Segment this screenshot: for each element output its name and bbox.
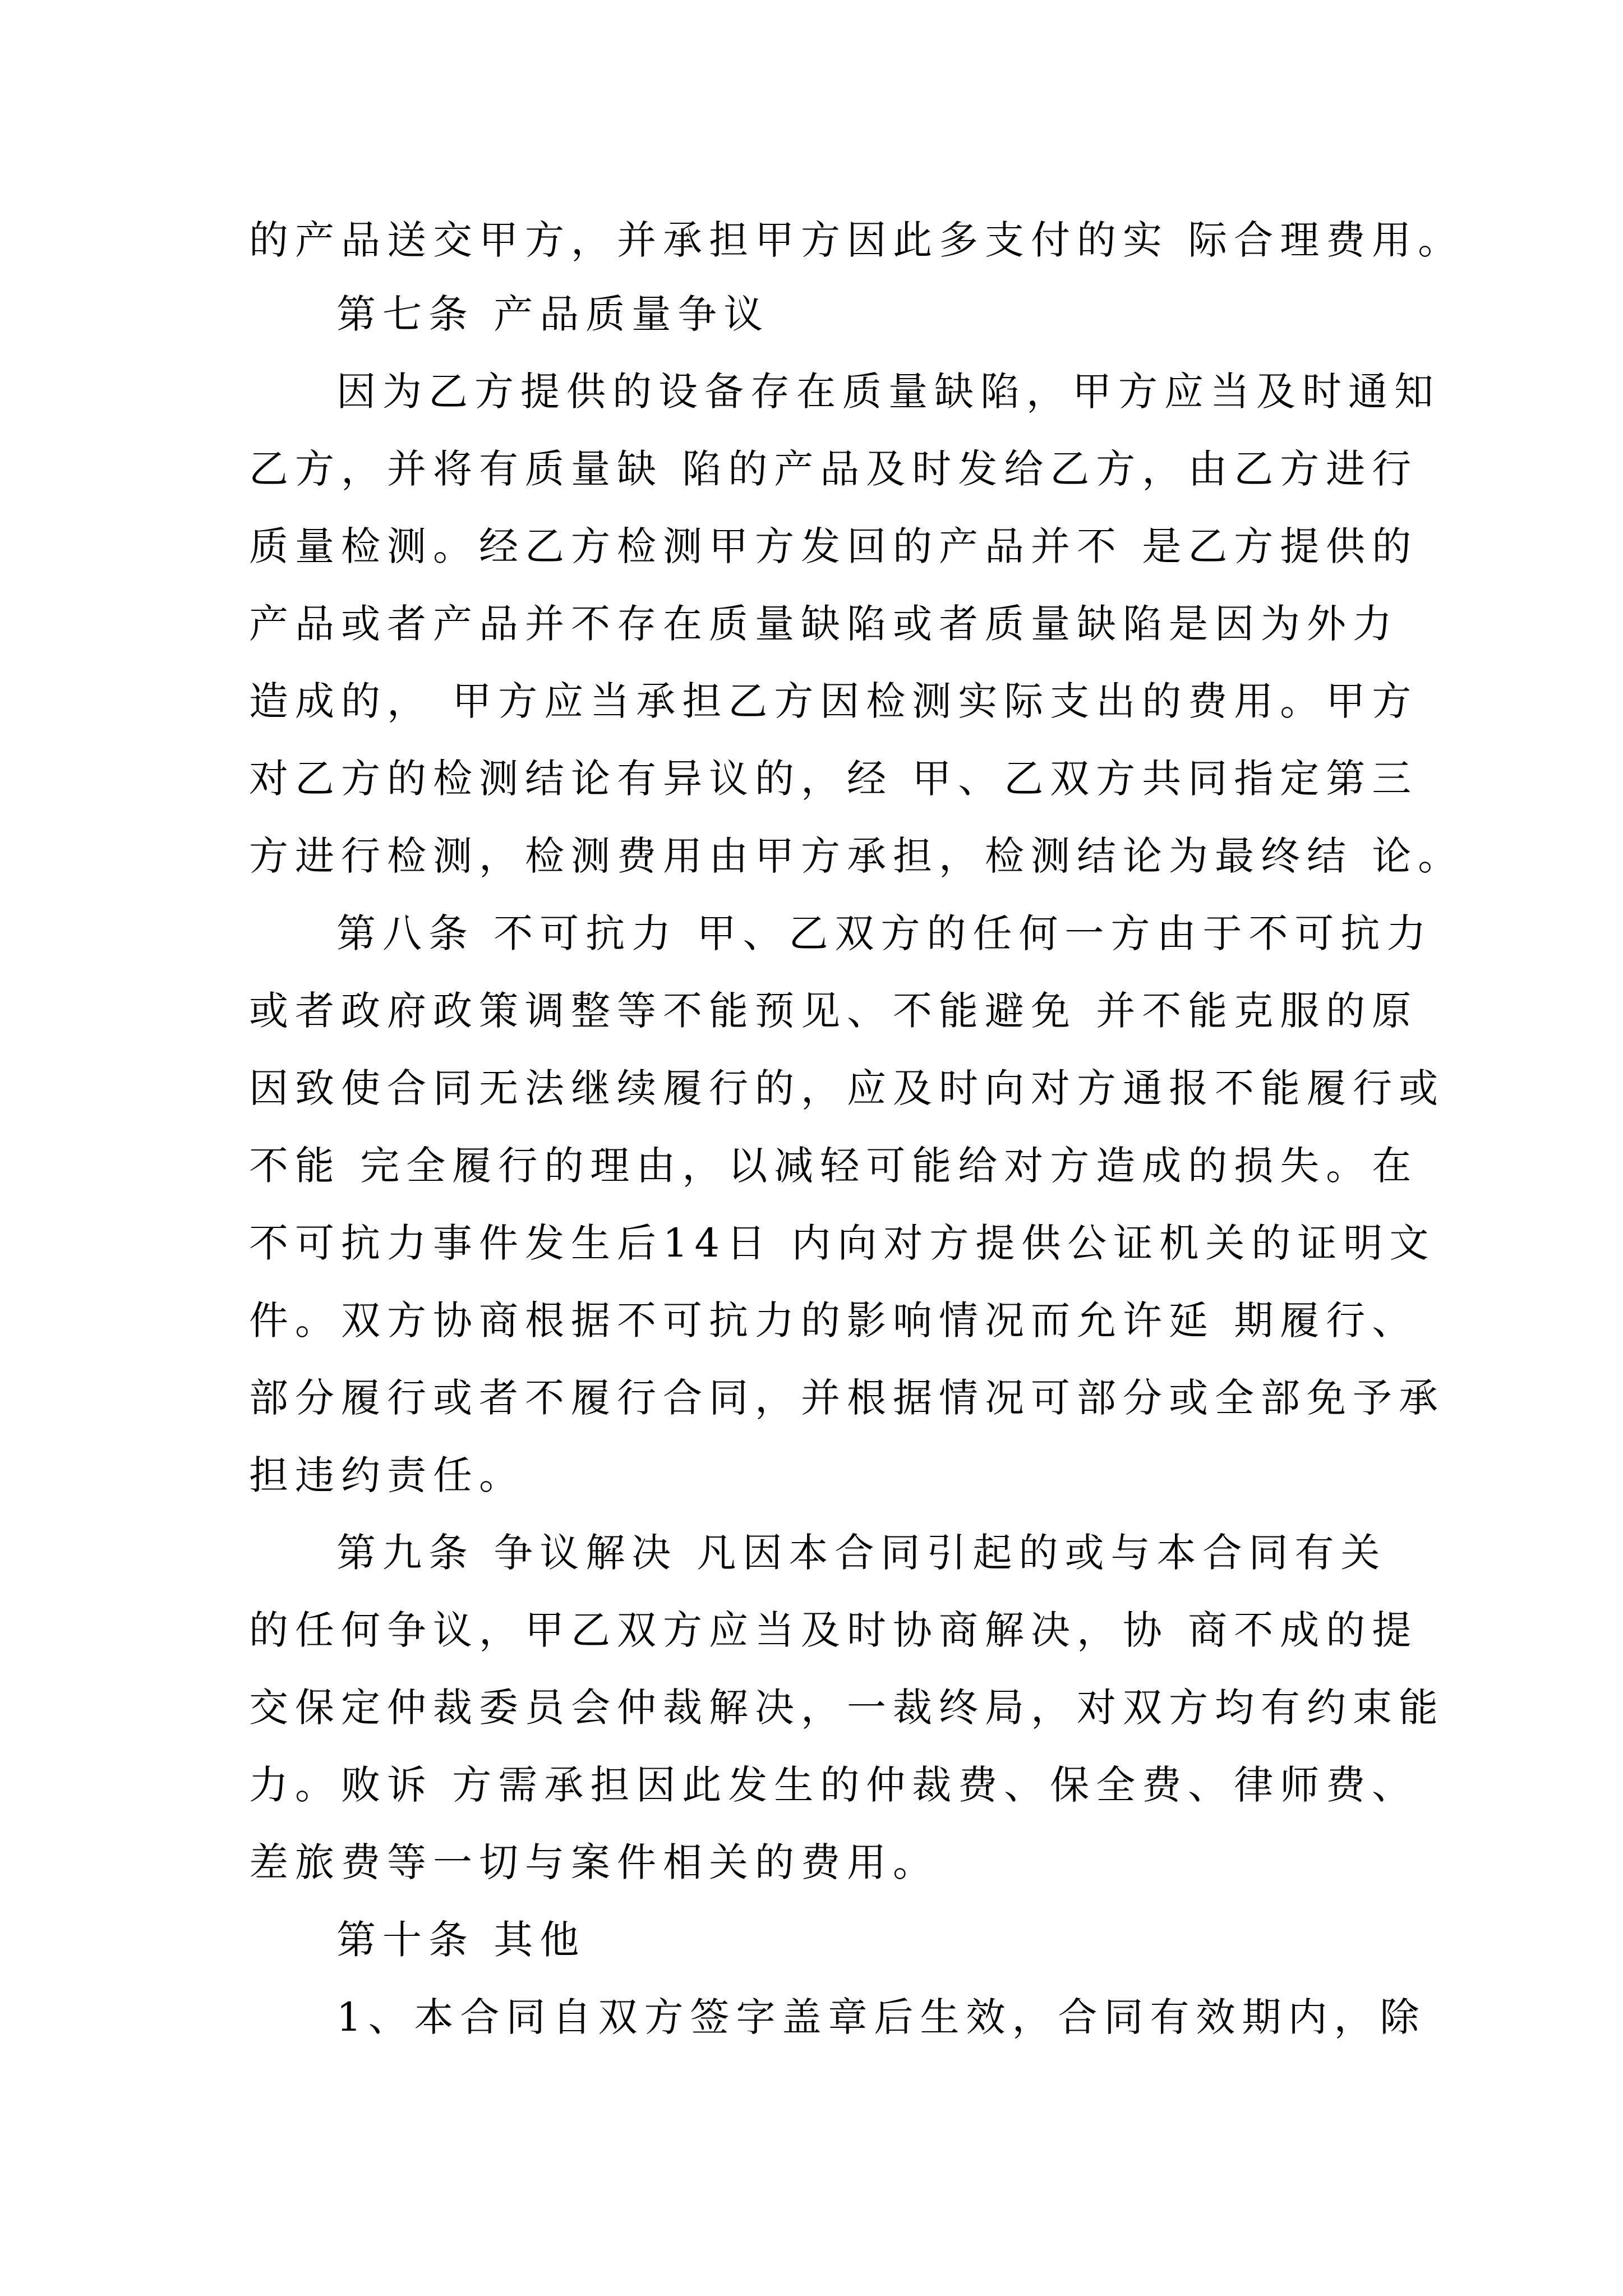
text-line: 因致使合同无法继续履行的，应及时向对方通报不能履行或 bbox=[249, 1065, 1445, 1111]
text-line: 的产品送交甲方，并承担甲方因此多支付的实 际合理费用。 bbox=[249, 217, 1464, 263]
text-line: 交保定仲裁委员会仲裁解决，一裁终局，对双方均有约束能 bbox=[249, 1685, 1445, 1731]
text-line: 乙方，并将有质量缺 陷的产品及时发给乙方，由乙方进行 bbox=[249, 446, 1418, 492]
text-line: 不能 完全履行的理由，以减轻可能给对方造成的损失。在 bbox=[249, 1143, 1418, 1189]
text-line: 的任何争议，甲乙双方应当及时协商解决，协 商不成的提 bbox=[249, 1607, 1418, 1653]
text-line: 质量检测。经乙方检测甲方发回的产品并不 是乙方提供的 bbox=[249, 523, 1418, 569]
section-heading-9: 第九条 争议解决 凡因本合同引起的或与本合同有关 bbox=[336, 1530, 1387, 1576]
section-heading-10: 第十条 其他 bbox=[336, 1917, 586, 1963]
text-line: 造成的， 甲方应当承担乙方因检测实际支出的费用。甲方 bbox=[249, 678, 1418, 724]
text-line: 部分履行或者不履行合同，并根据情况可部分或全部免予承 bbox=[249, 1375, 1445, 1421]
text-line: 1、本合同自双方签字盖章后生效，合同有效期内，除 bbox=[336, 1994, 1426, 2040]
text-line: 产品或者产品并不存在质量缺陷或者质量缺陷是因为外力 bbox=[249, 601, 1399, 647]
text-line: 方进行检测，检测费用由甲方承担，检测结论为最终结 论。 bbox=[249, 833, 1464, 879]
section-heading-8: 第八条 不可抗力 甲、乙双方的任何一方由于不可抗力 bbox=[336, 910, 1433, 956]
text-line: 力。败诉 方需承担因此发生的仲裁费、保全费、律师费、 bbox=[249, 1762, 1418, 1808]
text-line: 对乙方的检测结论有异议的，经 甲、乙双方共同指定第三 bbox=[249, 756, 1418, 802]
text-line: 因为乙方提供的设备存在质量缺陷，甲方应当及时通知 bbox=[336, 369, 1440, 415]
text-line: 不可抗力事件发生后14日 内向对方提供公证机关的证明文 bbox=[249, 1220, 1436, 1266]
text-line: 或者政府政策调整等不能预见、不能避免 并不能克服的原 bbox=[249, 988, 1418, 1034]
text-line: 担违约责任。 bbox=[249, 1452, 525, 1498]
text-line: 差旅费等一切与案件相关的费用。 bbox=[249, 1839, 939, 1885]
section-heading-7: 第七条 产品质量争议 bbox=[336, 291, 770, 337]
text-line: 件。双方协商根据不可抗力的影响情况而允许延 期履行、 bbox=[249, 1297, 1418, 1343]
